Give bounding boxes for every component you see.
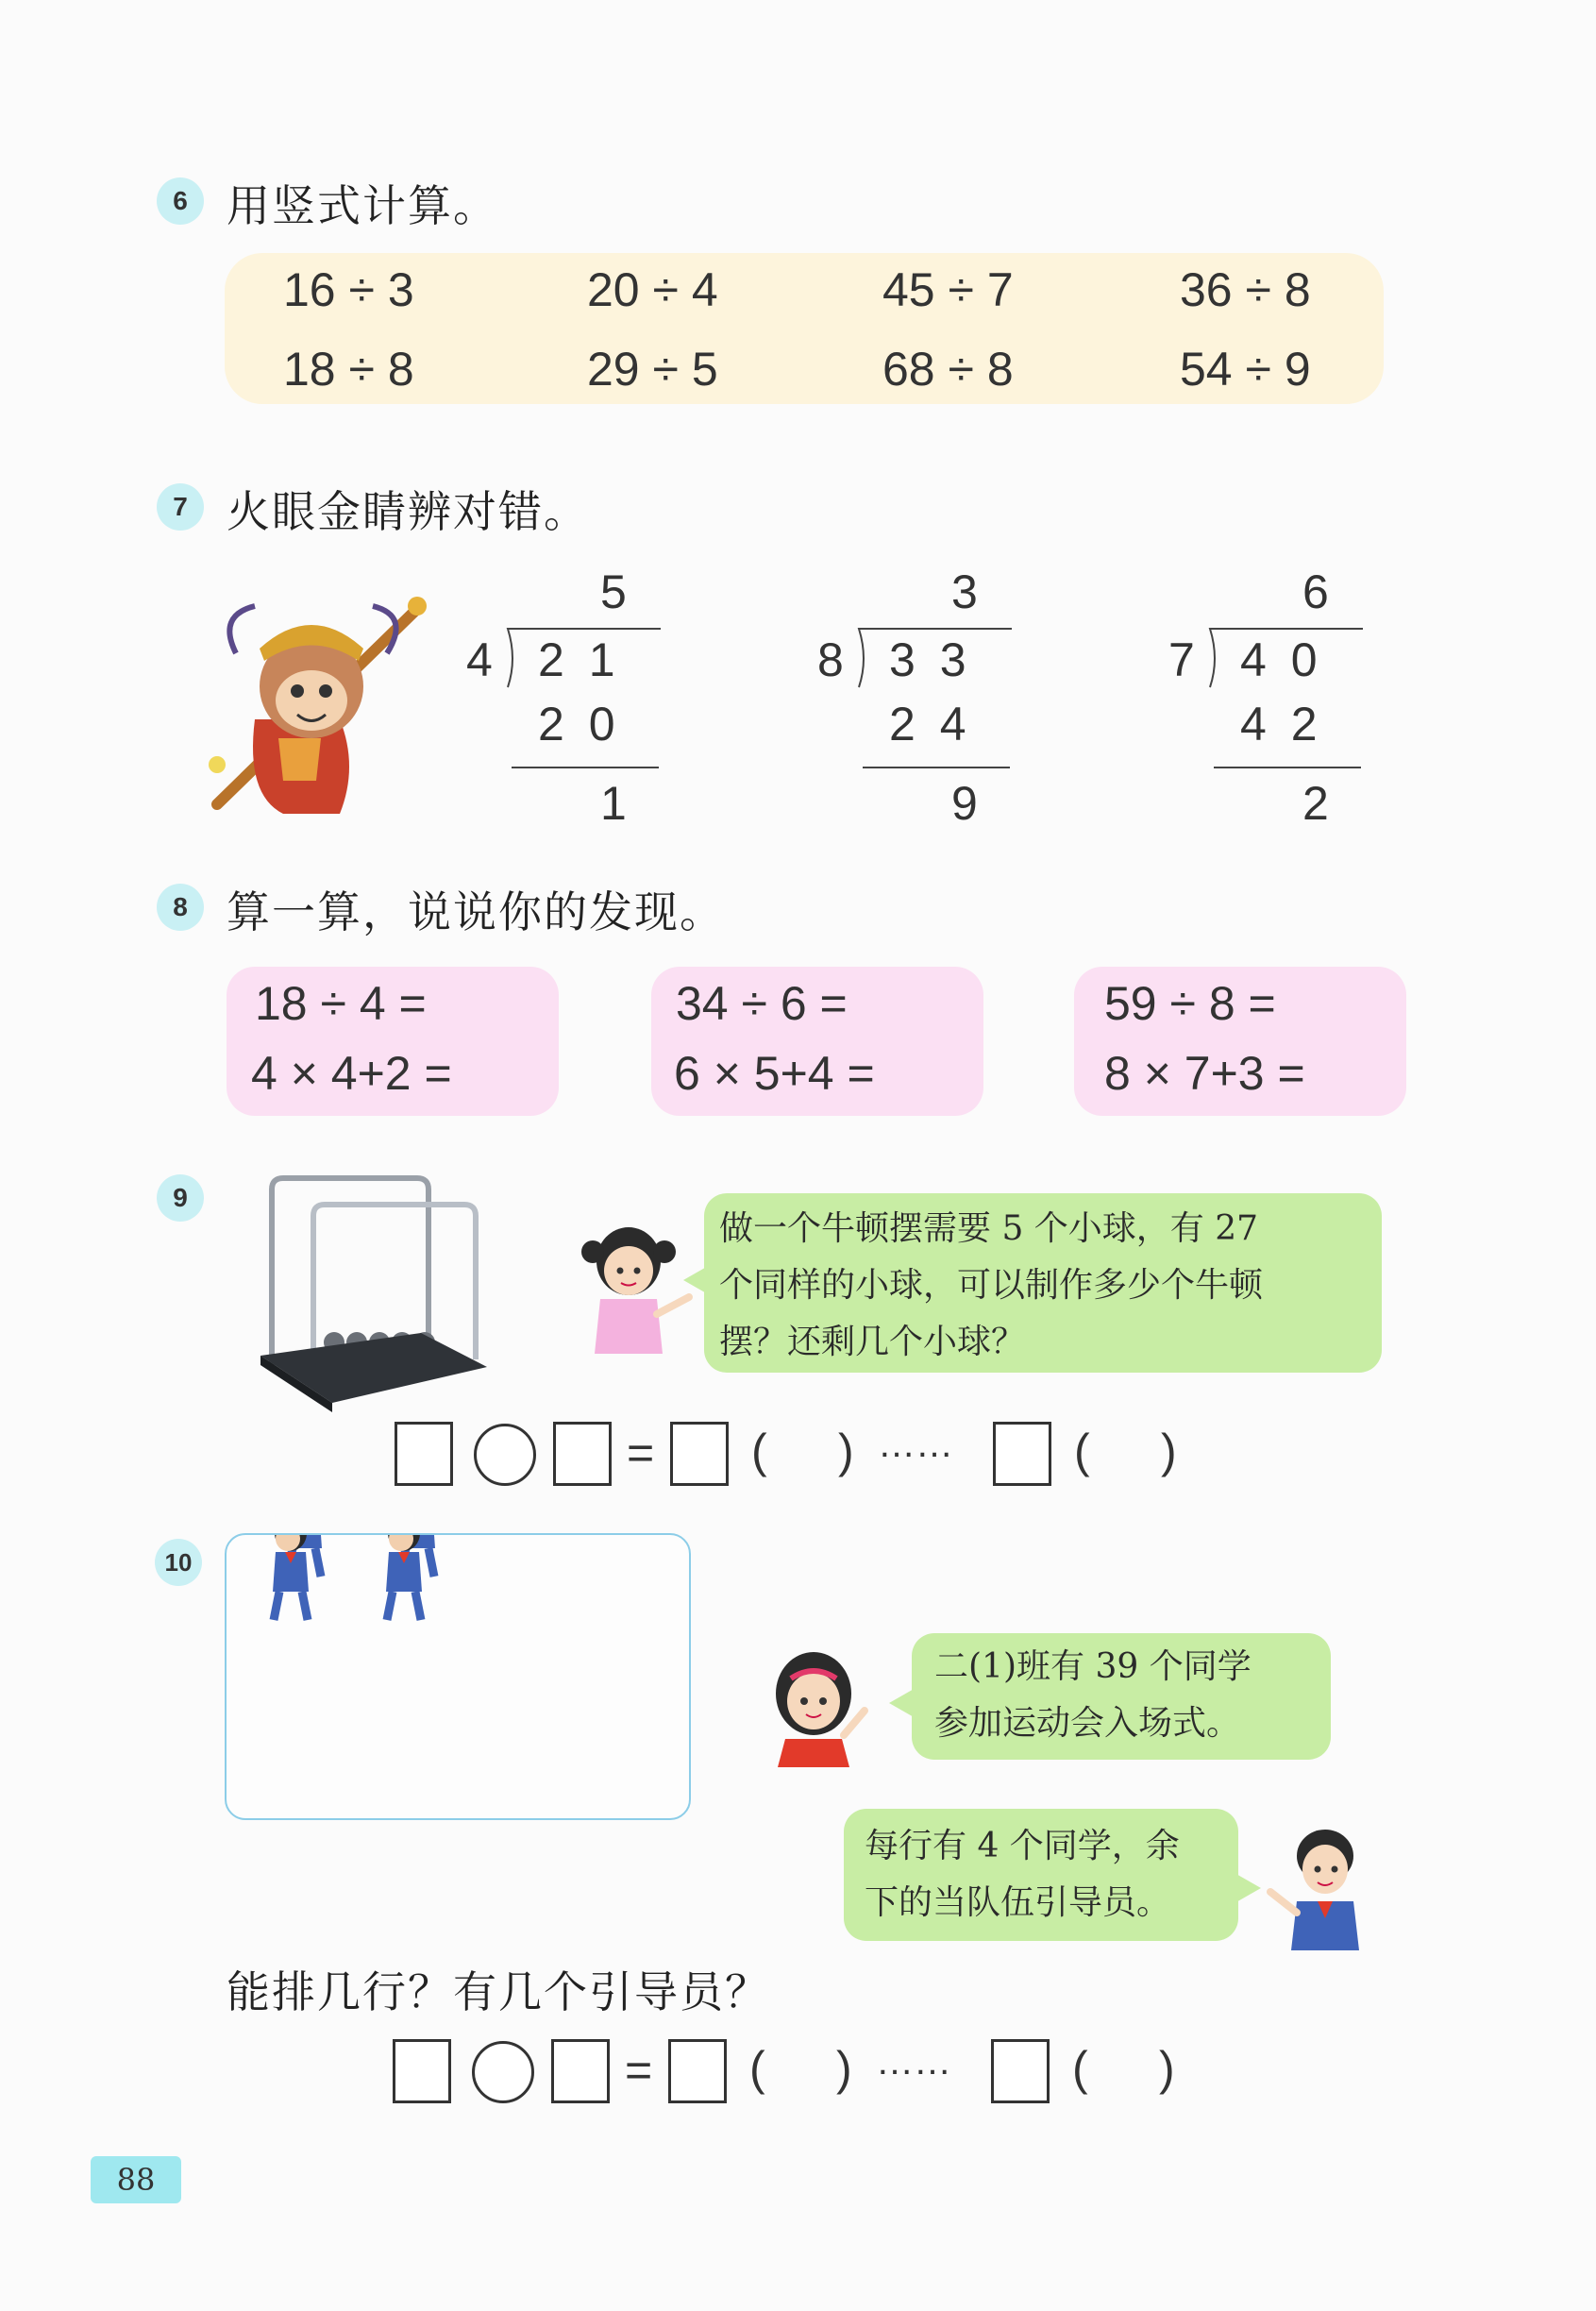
q9-bubble-line-2: 个同样的小球，可以制作多少个牛顿: [719, 1266, 1264, 1305]
division-3-line: [1214, 767, 1361, 768]
division-3-dividend: 4 0: [1240, 633, 1323, 686]
division-2-divisor: 8: [817, 633, 849, 686]
answer-box-remainder[interactable]: [993, 1422, 1051, 1486]
q10-bubble-2-line-2: 下的当队伍引导员。: [865, 1883, 1171, 1922]
answer-box-quotient[interactable]: [670, 1422, 729, 1486]
answer-box-divisor[interactable]: [553, 1422, 612, 1486]
students-marching-image: [225, 1533, 691, 1820]
question-number-7: 7: [157, 483, 204, 531]
answer-circle-operator[interactable]: [474, 1424, 536, 1486]
division-1-dividend: 2 1: [538, 633, 621, 686]
boy-speaker-illustration: [1263, 1822, 1369, 1954]
monkey-king-illustration: [198, 578, 434, 833]
q8-box-2-line-2: 6 × 5+4 =: [674, 1047, 875, 1100]
question-10-prompt: 能排几行？有几个引导员？: [227, 1966, 770, 2017]
answer-box-dividend[interactable]: [395, 1422, 453, 1486]
q10-bubble-1-line-2: 参加运动会入场式。: [934, 1704, 1241, 1743]
girl-pointing-illustration: [572, 1223, 695, 1365]
newtons-cradle-image: [255, 1171, 493, 1416]
q10-speech-bubble-1: [912, 1633, 1331, 1760]
q9-speech-bubble: [704, 1193, 1382, 1373]
question-8-title: 算一算，说说你的发现。: [227, 886, 725, 937]
answer-box-remainder[interactable]: [991, 2039, 1050, 2103]
q9-bubble-line-1: 做一个牛顿摆需要 5 个小球，有 27: [719, 1209, 1259, 1248]
answer-circle-operator[interactable]: [472, 2041, 534, 2103]
division-1-line: [512, 767, 659, 768]
q6-expr: 20 ÷ 4: [587, 263, 718, 316]
question-number-8: 8: [157, 884, 204, 931]
q9-bubble-line-3: 摆？还剩几个小球？: [719, 1323, 1026, 1361]
division-1-product: 2 0: [538, 698, 621, 751]
paren-close: ): [836, 2042, 852, 2095]
answer-box-dividend[interactable]: [393, 2039, 451, 2103]
question-number-6: 6: [157, 177, 204, 225]
q10-speech-bubble-2: [844, 1809, 1238, 1941]
division-3-divisor: 7: [1168, 633, 1201, 686]
question-number-9: 9: [157, 1174, 204, 1222]
ellipsis-dots: ……: [878, 1424, 953, 1465]
division-2-quotient: 3: [951, 565, 983, 618]
girl-speaker-illustration: [766, 1645, 872, 1767]
paren-close: ): [1159, 2042, 1175, 2095]
division-1-divisor: 4: [466, 633, 498, 686]
q8-box-3-line-2: 8 × 7+3 =: [1104, 1047, 1305, 1100]
q6-expr: 18 ÷ 8: [283, 343, 414, 396]
q9-bubble-tail: [681, 1261, 710, 1299]
q6-expr: 29 ÷ 5: [587, 343, 718, 396]
students-marching-drawing: [227, 1535, 689, 1818]
q8-box-3-line-1: 59 ÷ 8 =: [1104, 977, 1276, 1030]
ellipsis-dots: ……: [876, 2041, 951, 2083]
division-1-remainder: 1: [600, 777, 632, 830]
q10-bubble-2-tail: [1235, 1871, 1263, 1905]
division-2-product: 2 4: [889, 698, 972, 751]
division-2-remainder: 9: [951, 777, 983, 830]
division-3-product: 4 2: [1240, 698, 1323, 751]
q6-expr: 54 ÷ 9: [1180, 343, 1311, 396]
question-number-10: 10: [155, 1539, 202, 1586]
q8-box-2-line-1: 34 ÷ 6 =: [676, 977, 848, 1030]
paren-close: ): [838, 1425, 854, 1477]
q6-expr: 16 ÷ 3: [283, 263, 414, 316]
page-number: 88: [91, 2156, 181, 2203]
equals-sign: =: [625, 2044, 653, 2097]
paren-open: (: [749, 2042, 765, 2095]
division-2-dividend: 3 3: [889, 633, 972, 686]
paren-open: (: [1072, 2042, 1088, 2095]
division-2-line: [863, 767, 1010, 768]
q10-bubble-1-line-1: 二(1)班有 39 个同学: [934, 1647, 1252, 1686]
q10-bubble-2-line-1: 每行有 4 个同学，余: [865, 1827, 1180, 1865]
question-7-title: 火眼金睛辨对错。: [227, 486, 589, 537]
question-6-title: 用竖式计算。: [227, 180, 498, 231]
q6-expr: 45 ÷ 7: [882, 263, 1014, 316]
q6-expr: 68 ÷ 8: [882, 343, 1014, 396]
q8-box-1-line-1: 18 ÷ 4 =: [255, 977, 427, 1030]
q6-expr: 36 ÷ 8: [1180, 263, 1311, 316]
paren-close: ): [1161, 1425, 1177, 1477]
q10-bubble-1-tail: [887, 1686, 916, 1720]
answer-box-divisor[interactable]: [551, 2039, 610, 2103]
answer-box-quotient[interactable]: [668, 2039, 727, 2103]
paren-open: (: [1074, 1425, 1090, 1477]
paren-open: (: [751, 1425, 767, 1477]
division-3-quotient: 6: [1302, 565, 1335, 618]
division-1-quotient: 5: [600, 565, 632, 618]
q8-box-1-line-2: 4 × 4+2 =: [251, 1047, 452, 1100]
equals-sign: =: [627, 1426, 655, 1479]
division-3-remainder: 2: [1302, 777, 1335, 830]
